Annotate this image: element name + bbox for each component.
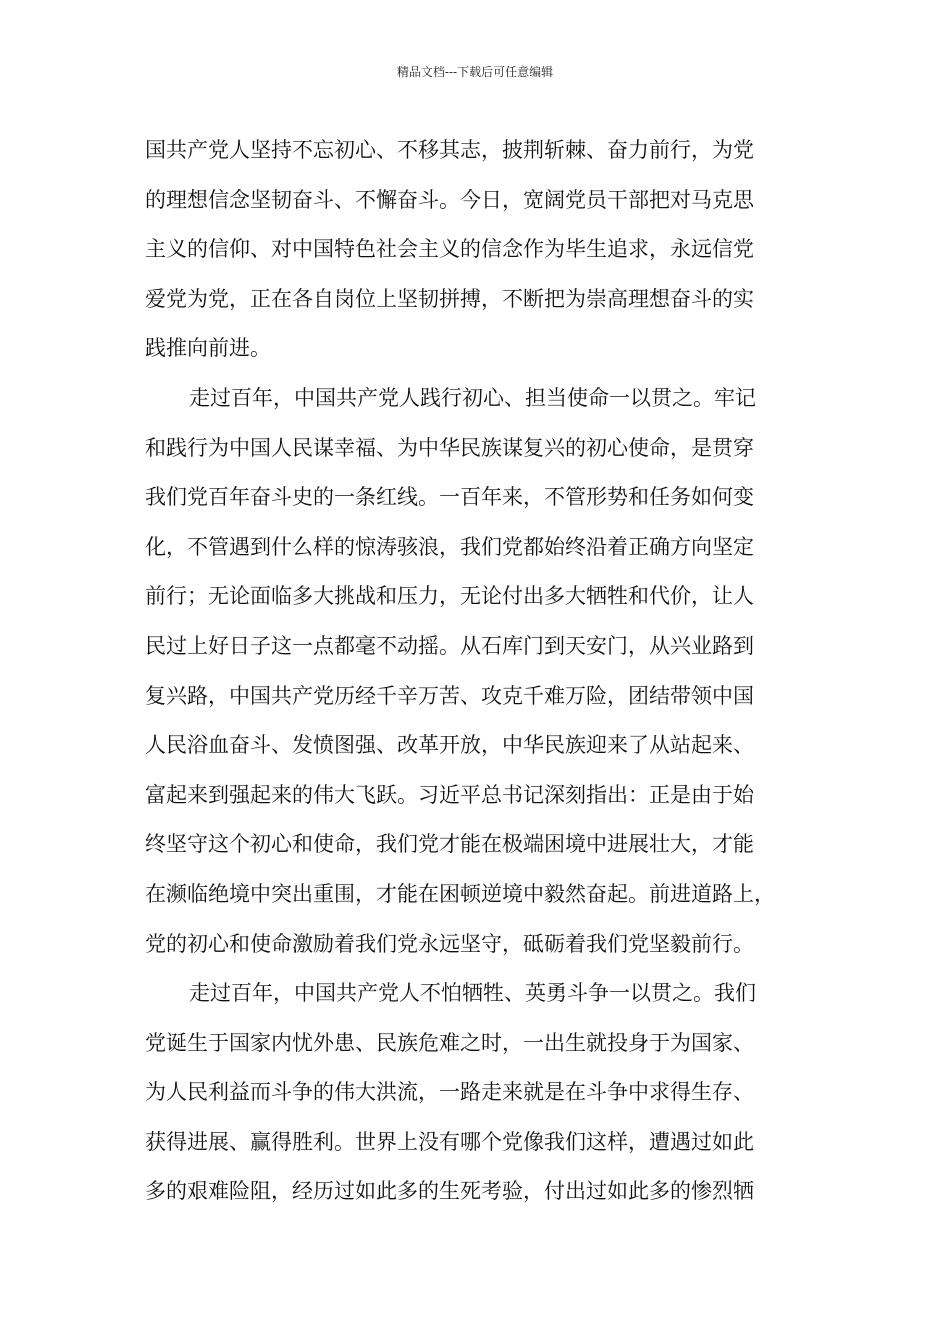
text-line: 践推向前进。	[145, 336, 271, 361]
text-line: 的理想信念坚韧奋斗、不懈奋斗。今日，宽阔党员干部把对马克思	[145, 187, 754, 212]
paragraph-start-line: 走过百年，中国共产党人不怕牺牲、英勇斗争一以贯之。我们	[189, 981, 756, 1006]
page-header: 精品文档---下载后可任意编辑	[396, 65, 554, 79]
text-line: 主义的信仰、对中国特色社会主义的信念作为毕生追求，永远信党	[145, 237, 754, 262]
text-line: 民过上好日子这一点都毫不动摇。从石库门到天安门，从兴业路到	[145, 633, 754, 658]
text-line: 富起来到强起来的伟大飞跃。习近平总书记深刻指出：正是由于始	[145, 782, 754, 807]
text-line: 多的艰难险阻，经历过如此多的生死考验，付出过如此多的惨烈牺	[145, 1179, 754, 1204]
text-line: 在濒临绝境中突出重围，才能在困顿逆境中毅然奋起。前进道路上，	[145, 881, 775, 906]
text-line: 化，不管遇到什么样的惊涛骇浪，我们党都始终沿着正确方向坚定	[145, 534, 754, 559]
paragraph-start-line: 走过百年，中国共产党人践行初心、担当使命一以贯之。牢记	[189, 385, 756, 410]
text-line: 终坚守这个初心和使命，我们党才能在极端困境中进展壮大，才能	[145, 832, 754, 857]
text-line: 获得进展、赢得胜利。世界上没有哪个党像我们这样，遭遇过如此	[145, 1129, 754, 1154]
text-line: 党诞生于国家内忧外患、民族危难之时，一出生就投身于为国家、	[145, 1030, 754, 1055]
body-text	[145, 126, 827, 1217]
text-line: 党的初心和使命激励着我们党永远坚守，砥砺着我们党坚毅前行。	[145, 931, 754, 956]
text-line: 为人民利益而斗争的伟大洪流，一路走来就是在斗争中求得生存、	[145, 1080, 754, 1105]
text-line: 人民浴血奋斗、发愤图强、改革开放，中华民族迎来了从站起来、	[145, 733, 754, 758]
text-line: 爱党为党，正在各自岗位上坚韧拼搏，不断把为崇高理想奋斗的实	[145, 286, 754, 311]
text-line: 前行；无论面临多大挑战和压力，无论付出多大牺牲和代价，让人	[145, 584, 754, 609]
text-line: 和践行为中国人民谋幸福、为中华民族谋复兴的初心使命，是贯穿	[145, 435, 754, 460]
text-line: 复兴路，中国共产党历经千辛万苦、攻克千难万险，团结带领中国	[145, 683, 754, 708]
text-line: 我们党百年奋斗史的一条红线。一百年来，不管形势和任务如何变	[145, 485, 754, 510]
text-line: 国共产党人坚持不忘初心、不移其志，披荆斩棘、奋力前行，为党	[145, 138, 754, 162]
